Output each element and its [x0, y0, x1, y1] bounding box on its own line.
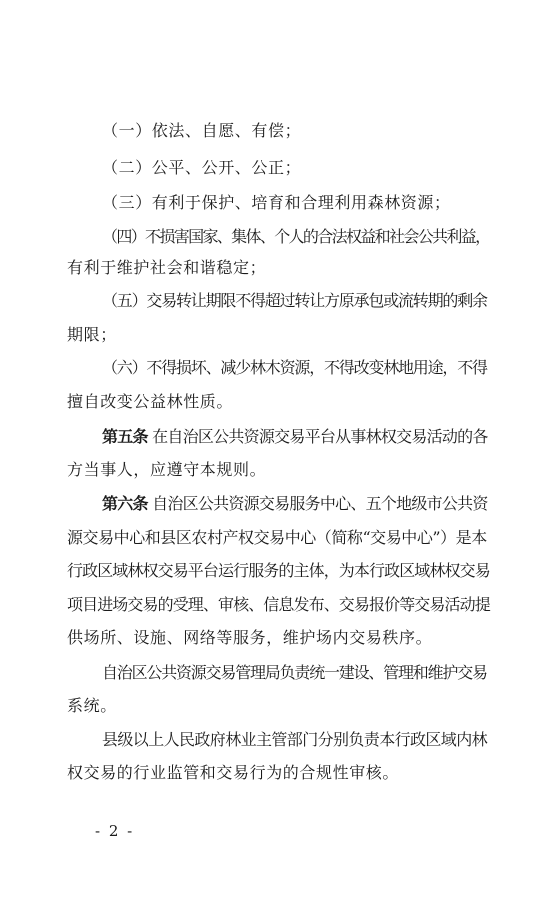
clause-item-4-cont: 有利于维护社会和谐稳定； [67, 258, 267, 277]
article-5-line-2: 方当事人，应遵守本规则。 [67, 460, 267, 479]
admin-paragraph-line-1: 自治区公共资源交易管理局负责统一建设、管理和维护交易 [102, 663, 487, 682]
article-6-line-2: 源交易中心和县区农村产权交易中心（简称“交易中心”）是本 [67, 528, 487, 547]
forestry-paragraph-line-1: 县级以上人民政府林业主管部门分别负责本行政区域内林 [102, 730, 488, 749]
article-6-line-1 [102, 494, 488, 514]
clause-item-5: （五）交易转让期限不得超过转让方原承包或流转期的剩余 [102, 291, 487, 310]
page-number: - 2 - [95, 822, 135, 840]
article-6-label: 第六条 [102, 494, 148, 513]
article-5-label: 第五条 [102, 427, 148, 446]
article-6-line-4: 项目进场交易的受理、审核、信息发布、交易报价等交易活动提 [67, 595, 490, 614]
forestry-paragraph-line-2: 权交易的行业监管和交易行为的合规性审核。 [67, 763, 400, 782]
article-6-line-3: 行政区域林权交易平台运行服务的主体，为本行政区域林权交易 [67, 561, 490, 580]
article-5-line-1 [102, 427, 488, 447]
admin-paragraph-line-2: 系统。 [67, 696, 117, 715]
clause-item-3: （三）有利于保护、培育和合理利用森林资源； [102, 193, 451, 212]
article-6-text: 自治区公共资源交易服务中心、五个地级市公共资 [147, 494, 488, 513]
clause-item-4: （四）不损害国家、集体、个人的合法权益和社会公共利益， [102, 227, 490, 246]
clause-item-6: （六）不得损坏、减少林木资源，不得改变林地用途，不得 [102, 358, 487, 377]
clause-item-2: （二）公平、公开、公正； [102, 158, 302, 177]
clause-item-6-cont: 擅自改变公益林性质。 [67, 392, 234, 411]
clause-item-5-cont: 期限； [67, 325, 117, 344]
article-5-text: 在自治区公共资源交易平台从事林权交易活动的各 [147, 427, 488, 446]
article-6-line-5: 供场所、设施、网络等服务，维护场内交易秩序。 [67, 628, 433, 647]
clause-item-1: （一）依法、自愿、有偿； [102, 121, 302, 140]
